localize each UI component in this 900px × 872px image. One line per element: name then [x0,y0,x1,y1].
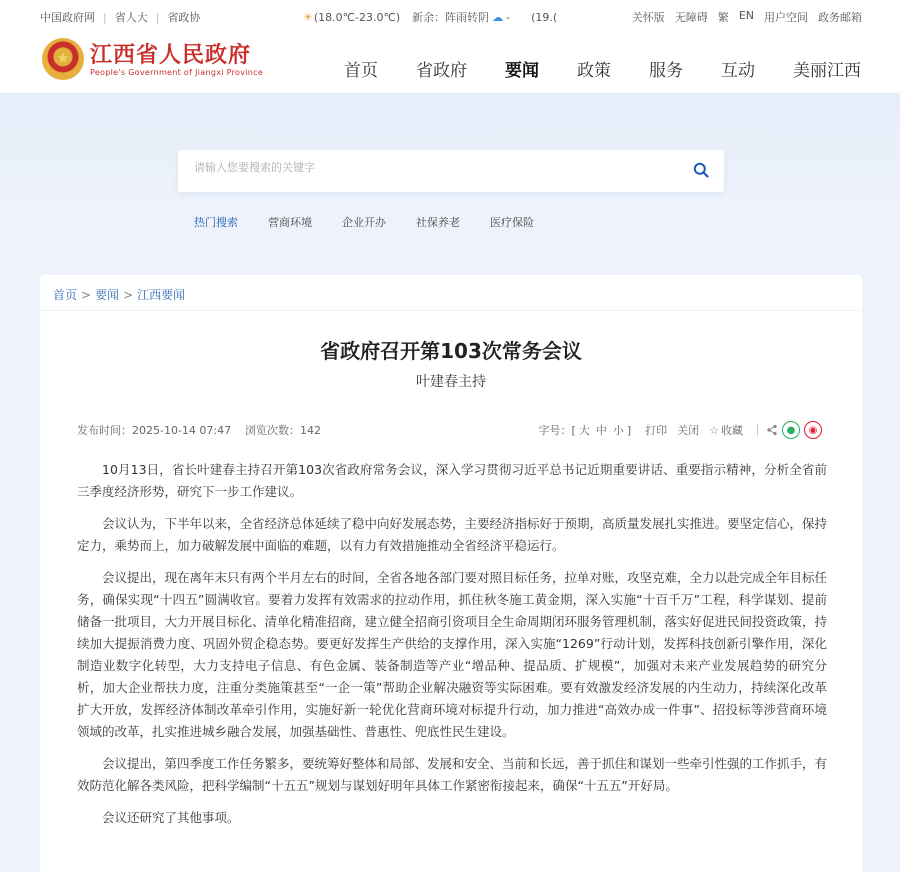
paragraph: 10月13日，省长叶建春主持召开第103次省政府常务会议，深入学习贯彻习近平总书记近期重要讲话、重要指示精神，分析全省前三季度经济形势，研究下一步工作建议。 [77,462,827,499]
main-nav [344,56,861,81]
paragraph: 会议提出，第四季度工作任务繁多，要统筹好整体和局部、发展和安全、当前和长远，善于抓住和谋划一些牵引性强的工作抓手，有效防范化解各类风险，把科学编制“十五五”规划与谋划好明年具体工作紧密衔接起来，确保“十五五”开好局。 [77,756,828,793]
close-button[interactable]: 关闭 [677,424,700,437]
nav-provincial-gov[interactable]: 省政府 [416,61,467,81]
link-gov-cn[interactable]: 中国政府网 [40,11,95,24]
font-size-large[interactable]: 大 [578,424,590,437]
print-button[interactable]: 打印 [645,424,668,437]
hot-term-business-env[interactable]: 营商环境 [268,216,312,229]
font-size-medium[interactable]: 中 [595,424,607,437]
top-utility-bar [0,0,900,32]
article-meta [77,421,822,441]
site-header [0,32,900,94]
weather-city: 新余：阵雨转阴 [412,11,490,24]
link-accessibility[interactable]: 无障碍 [674,11,708,24]
paragraph: 会议认为，下半年以来，全省经济总体延续了稳中向好发展态势，主要经济指标好于预期，高质量发展扎实推进。要坚定信心，保持定力，乘势而上，加力破解发展中面临的难题，以有力有效措施推动全省经济平稳运行。 [77,516,828,553]
star-icon: ☆ [709,423,719,437]
link-cppcc[interactable]: 省政协 [167,11,201,24]
weather-widget[interactable] [303,9,557,25]
article-subtitle: 叶建春主持 [416,374,486,390]
view-count: 浏览次数：142 [245,424,321,437]
font-size-control: 字号：[ 大 中 小 ] [538,424,632,437]
breadcrumb-jiangxi-news[interactable]: 江西要闻 [137,288,186,302]
breadcrumb: 首页 > 要闻 > 江西要闻 [40,275,862,311]
nav-beautiful-jiangxi[interactable]: 美丽江西 [793,61,861,81]
divider [757,424,758,436]
logo-subtitle: People's Government of Jiangxi Province [90,67,264,77]
link-care-mode[interactable]: 关怀版 [631,11,665,24]
search-box [178,150,724,192]
national-emblem-icon [42,38,84,80]
paragraph: 会议还研究了其他事项。 [102,810,240,825]
wechat-icon[interactable]: ● [782,421,800,439]
search-icon[interactable] [693,162,709,178]
publish-time: 发布时间：2025-10-14 07:47 [77,424,232,437]
weather-temp: (18.0℃-23.0℃) [313,10,401,24]
search-banner [0,95,900,275]
divider: | [103,10,107,24]
link-gov-mail[interactable]: 政务邮箱 [818,11,862,24]
hot-term-company-setup[interactable]: 企业开办 [342,216,386,229]
weather-more: - (19.( [506,10,558,24]
divider: | [155,10,160,24]
weibo-icon[interactable]: ◉ [804,421,822,439]
share-icon[interactable] [766,424,778,436]
site-logo[interactable] [42,38,263,80]
link-user-space[interactable]: 用户空间 [764,11,808,24]
nav-policy[interactable]: 政策 [577,61,611,81]
nav-home[interactable]: 首页 [344,61,378,81]
top-links-right [632,9,862,25]
hot-term-pension[interactable]: 社保养老 [416,216,460,229]
top-links-left [40,9,200,25]
hot-search [194,214,564,230]
breadcrumb-news[interactable]: 要闻 [95,288,120,302]
link-npc[interactable]: 省人大 [114,11,148,24]
font-size-small[interactable]: 小 [612,424,624,437]
article-card [40,275,862,872]
breadcrumb-home[interactable]: 首页 [53,288,78,302]
paragraph: 会议提出，现在离年末只有两个半月左右的时间，全省各地各部门要对照目标任务，拉单对账，攻坚克难，全力以赴完成全年目标任务，确保实现“十四五”圆满收官。要着力发挥有效需求的拉动作用，抓住秋冬施工黄金期，深入实施“十百千万”工程，科学谋划、提前储备一批项目，大力开展目标化、清单化精准招商，建立健全招商引资项目全生命周期闭环服务管理机制，落实好促进民间投资政策，持续加大提振消费力度、巩固外贸企稳态势。要更好发挥生产供给的支撑作用，深入实施“1269”行动计划，发挥科技创新引擎作用，深化制造业数字化转型，大力支持电子信息、有色金属、装备制造等产业“增品种、提品质、扩规模”，加强对未来产业发展趋势的研究分析，加大企业帮扶力度，注重分类施策甚至“一企一策”帮助企业解决融资等实际困难。要有效激发经济发展的内生动力，持续深化改革扩大开放，发挥经济体制改革牵引作用，实施好新一轮优化营商环境对标提升行动，加力推进“高效办成一件事”、招投标等涉营商环境领域的改革，扎实推进城乡融合发展，加强基础性、普惠性、兜底性民生建设。 [77,570,828,739]
search-input[interactable] [194,161,674,174]
article-tools [539,421,822,439]
nav-service[interactable]: 服务 [649,61,683,81]
rain-cloud-icon: ☁ [492,10,504,24]
nav-interaction[interactable]: 互动 [721,61,755,81]
hot-search-label: 热门搜索 [194,216,238,229]
article-body [77,459,827,839]
article-title: 省政府召开第103次常务会议 [320,339,582,363]
favorite-button[interactable]: 收藏 [721,424,743,437]
hot-term-medical-insurance[interactable]: 医疗保险 [490,216,534,229]
nav-news[interactable]: 要闻 [505,61,539,81]
sun-icon: ☀ [303,10,313,24]
logo-title: 江西省人民政府 [90,41,252,68]
link-english[interactable]: EN [738,9,754,22]
link-traditional[interactable]: 繁 [717,11,729,24]
